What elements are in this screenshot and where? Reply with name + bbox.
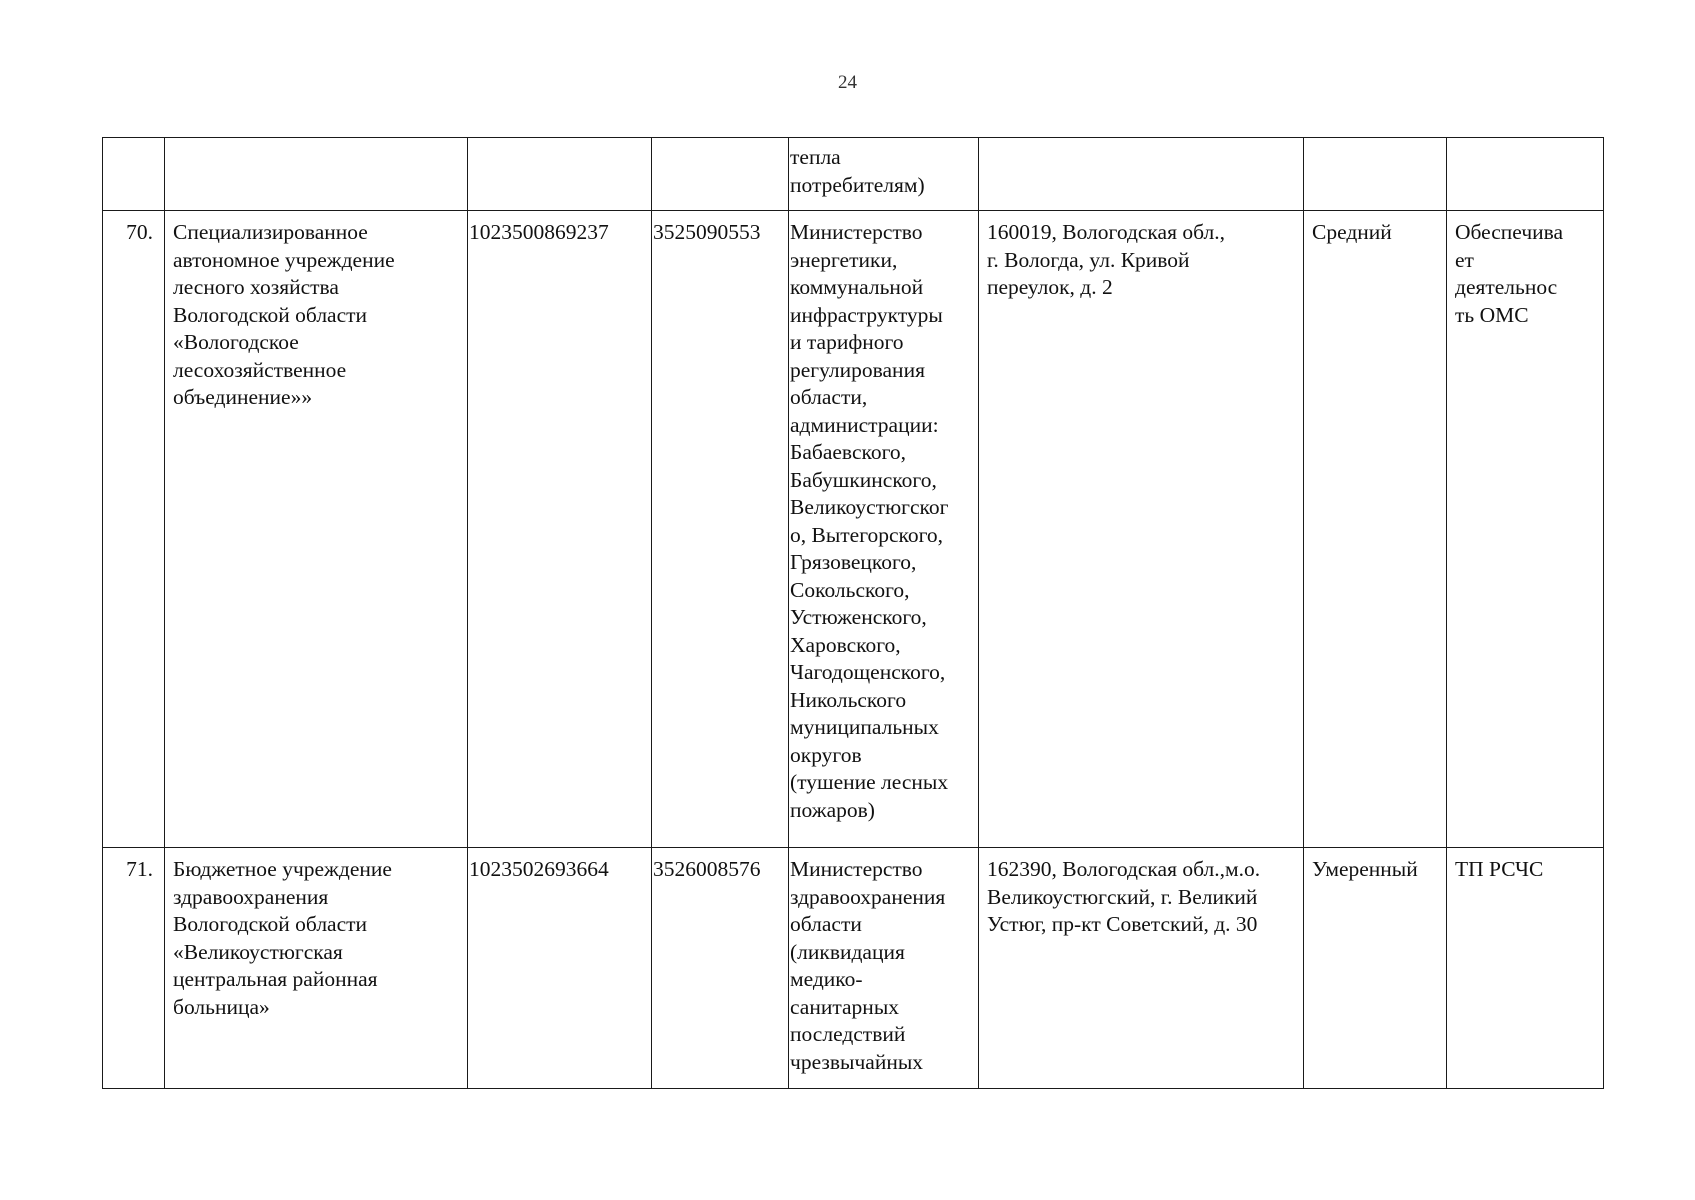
cell-organization-name <box>165 138 468 211</box>
cell-note: ТП РСЧС <box>1447 848 1604 1089</box>
cell-address: 160019, Вологодская обл., г. Вологда, ул. Кривой переулок, д. 2 <box>979 211 1304 848</box>
cell-ogrn <box>468 138 652 211</box>
cell-note: Обеспечива ет деятельнос ть ОМС <box>1447 211 1604 848</box>
cell-ministry: Министерство энергетики, коммунальной инфраструктуры и тарифного регулирования области, администрации: Бабаевского, Бабушкинского, Великоустюгског о, Вытегорского, Грязовецкого, Сокольского, Устюженского, Харовского, Чагодощенского, Никольского муниципальных округов (тушение лесных пожаров) <box>789 211 979 848</box>
cell-note <box>1447 138 1604 211</box>
cell-inn: 3526008576 <box>652 848 789 1089</box>
cell-ogrn: 1023500869237 <box>468 211 652 848</box>
page-number: 24 <box>838 72 857 93</box>
cell-inn <box>652 138 789 211</box>
cell-level: Средний <box>1304 211 1447 848</box>
organizations-table <box>102 137 1604 1089</box>
cell-level <box>1304 138 1447 211</box>
cell-number: 70. <box>103 211 165 848</box>
cell-ministry: тепла потребителям) <box>789 138 979 211</box>
table-row <box>103 211 1604 848</box>
cell-organization-name: Специализированное автономное учреждение лесного хозяйства Вологодской области «Вологодское лесохозяйственное объединение»» <box>165 211 468 848</box>
cell-ogrn: 1023502693664 <box>468 848 652 1089</box>
cell-organization-name: Бюджетное учреждение здравоохранения Вологодской области «Великоустюгская центральная районная больница» <box>165 848 468 1089</box>
cell-number <box>103 138 165 211</box>
cell-inn: 3525090553 <box>652 211 789 848</box>
table-row <box>103 848 1604 1089</box>
cell-address <box>979 138 1304 211</box>
cell-level: Умеренный <box>1304 848 1447 1089</box>
cell-number: 71. <box>103 848 165 1089</box>
cell-ministry: Министерство здравоохранения области (ликвидация медико- санитарных последствий чрезвычайных <box>789 848 979 1089</box>
table-row-continuation <box>103 138 1604 211</box>
cell-address: 162390, Вологодская обл.,м.о. Великоустюгский, г. Великий Устюг, пр-кт Советский, д. 30 <box>979 848 1304 1089</box>
